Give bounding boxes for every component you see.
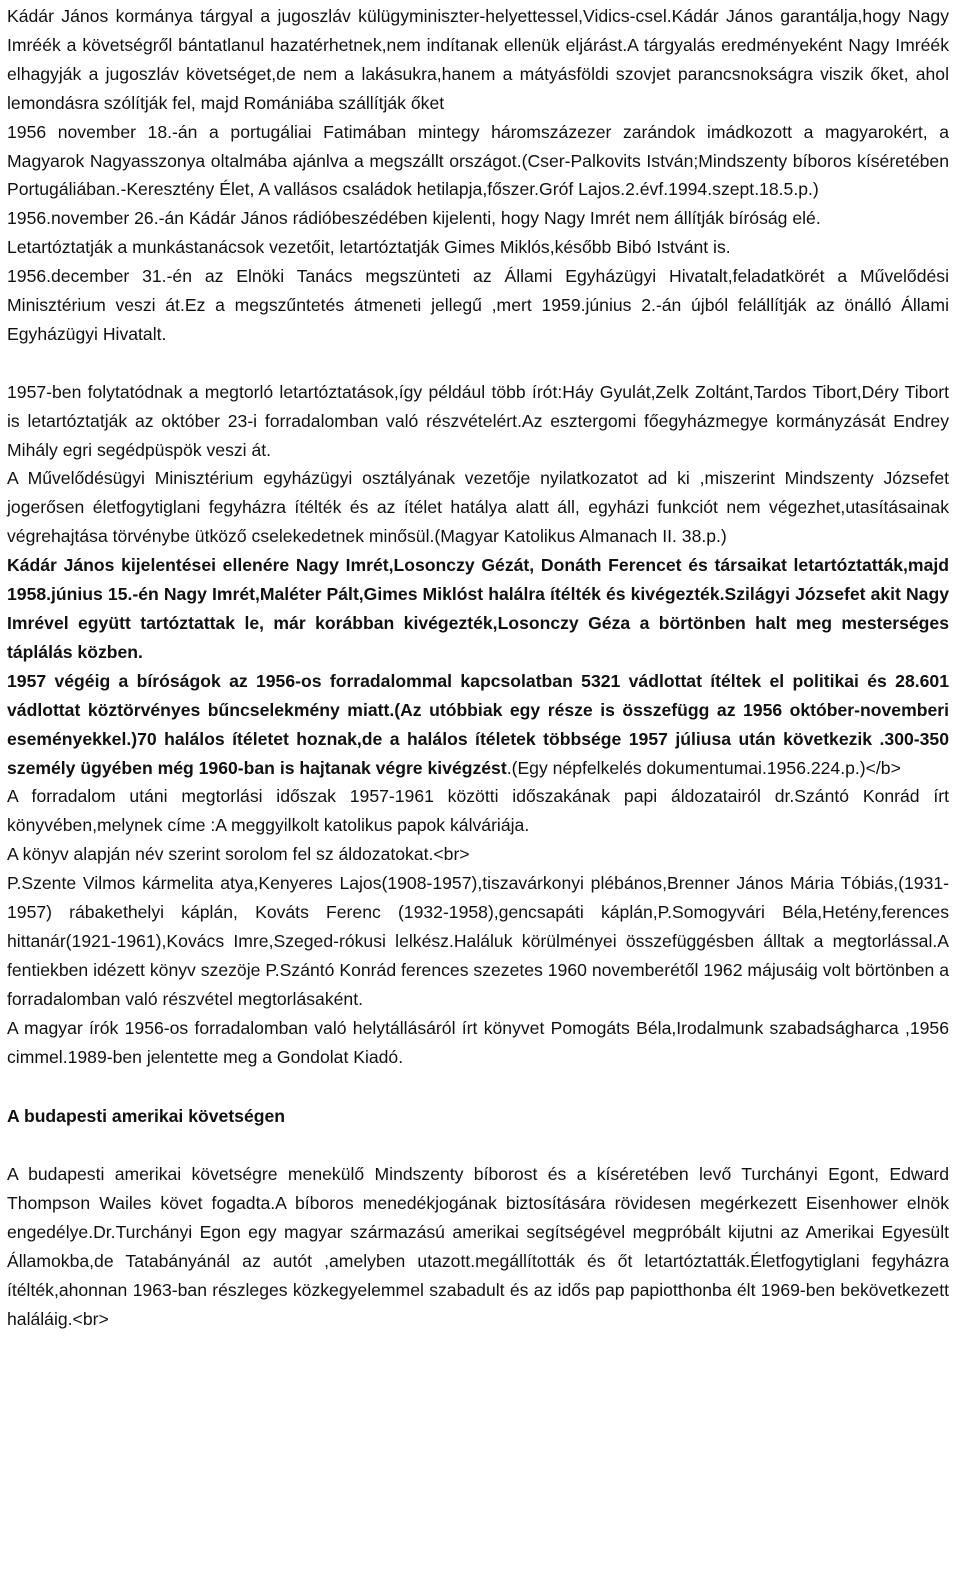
paragraph-court-statistics: [7, 667, 949, 783]
paragraph-ministry-statement: A Művelődésügyi Minisztérium egyházügyi osztályának vezetője nyilatkozatot ad ki ,miszerint Mindszenty Józsefet jogerősen életfogytiglani fegyházra ítélték és az ítélet hatálya alatt áll, egyházi funkciót nem végezhet,utasításainak végrehajtása törvénybe ütköző cselekedetnek minősül.(Magyar Katolikus Almanach II. 38.p.): [7, 468, 949, 547]
paragraph-writers-book: A magyar írók 1956-os forradalomban való helytállásáról írt könyvet Pomogáts Béla,Irodalmunk szabadságharca ,1956 cimmel.1989-ben jelentette meg a Gondolat Kiadó.: [7, 1017, 949, 1067]
paragraph-nagy-execution: Kádár János kijelentései ellenére Nagy Imrét,Losonczy Gézát, Donáth Ferencet és társaikat letartóztatták,majd 1958.június 15.-én Nagy Imrét,Maléter Pált,Gimes Miklóst halálra ítélték és kivégezték.Szilágyi Józsefet akit Nagy Imrével együtt tartóztattak le, már korábban kivégezték,Losonczy Géza a börtönben halt meg mesterséges táplálás közben.: [7, 555, 949, 662]
heading-spacer-bottom: [7, 1130, 949, 1160]
paragraph-1957-arrests: 1957-ben folytatódnak a megtorló letartóztatások,így például több írót:Háy Gyulát,Zelk Zoltánt,Tardos Tibort,Déry Tibort is letartóztatják az október 23-i forradalomban való részvételért.Az esztergomi főegyházmegye kormányzását Endrey Mihály egri segédpüspök veszi át.: [7, 381, 949, 460]
paragraph-victims-list: P.Szente Vilmos kármelita atya,Kenyeres Lajos(1908-1957),tiszavárkonyi plébános,Brenner János Mária Tóbiás,(1931-1957) rábakethelyi káplán, Kováts Ferenc (1932-1958),gencsapáti káplán,P.Somogyvári Béla,Hetény,ferences hittanár(1921-1961),Kovács Imre,Szeged-rókusi lelkész.Haláluk körülményei összefüggésben álltak a megtorlással.A fentiekben idézett könyv szezöje P.Szántó Konrád ferences szezetes 1960 novemberétől 1962 májusáig volt börtönben a forradalomban való részvétel megtorlásaként.: [7, 873, 949, 1009]
court-statistics-bold-text: 1957 végéig a bíróságok az 1956-os forradalommal kapcsolatban 5321 vádlottat ítéltek el politikai és 28.601 vádlottat köztörvényes bűncselekmény miatt.(Az utóbbiak egy része is összefügg az 1956 október-novemberi eseményekkel.)70 halálos ítéletet hoznak,de a halálos ítéletek többsége 1957 júliusa után következik .300-350 személy ügyében még 1960-ban is hajtanak végre kivégzést: [7, 670, 949, 778]
paragraph-arrests: Letartóztatják a munkástanácsok vezetőit, letartóztatják Gimes Miklós,később Bibó Istvánt is.: [7, 237, 731, 258]
paragraph-state-church-office: 1956.december 31.-én az Elnöki Tanács megszünteti az Állami Egyházügyi Hivatalt,feladatkörét a Művelődési Minisztérium veszi át.Ez a megszűntetés átmeneti jellegű ,mert 1959.június 2.-án újból felállítják az önálló Állami Egyházügyi Hivatalt.: [7, 266, 949, 344]
paragraph-us-embassy: A budapesti amerikai követségre menekülő Mindszenty bíborost és a kíséretében levő Turchányi Egont, Edward Thompson Wailes követ fogadta.A bíboros menedékjogának biztosítására rövidesen megérkezett Eisenhower elnök engedélye.Dr.Turchányi Egon egy magyar származású amerikai segítségével megpróbált kijutni az Amerikai Egyesült Államokba,de Tatabányánál az autót ,amelyben utazott.megállították és őt letartóztatták.Életfogytiglani fegyházra ítélték,ahonnan 1963-ban részleges közkegyelemmel szabadult és az idős pap papiotthonba élt 1969-ben bekövetkezett haláláig.<br>: [7, 1164, 949, 1329]
paragraph-fatima-pilgrims: 1956 november 18.-án a portugáliai Fatimában mintegy háromszázezer zarándok imádkozott a magyarokért, a Magyarok Nagyasszonya oltalmába ajánlva a megszállt országot.(Cser-Palkovits István;Mindszenty bíboros kíséretében Portugáliában.-Keresztény Élet, A vallásos családok hetilapja,főszer.Gróf Lajos.2.évf.1994.szept.18.5.p.): [7, 121, 949, 200]
heading-spacer-top: [7, 1072, 949, 1102]
paragraph-kadar-negotiation: Kádár János kormánya tárgyal a jugoszláv külügyminiszter-helyettessel,Vidics-csel.Kádár János garantálja,hogy Nagy Imréék a követségről bántatlanul hazatérhetnek,nem indítanak ellenük eljárást.A tárgyalás eredményeként Nagy Imréék elhagyják a jugoszláv követséget,de nem a lakásukra,hanem a mátyásföldi szovjet parancsnokságra viszik őket, ahol lemondásra szólítják fel, majd Romániába szállítják őket: [7, 6, 949, 113]
section-heading: A budapesti amerikai követségen: [7, 1105, 286, 1126]
paragraph-santo-book: A forradalom utáni megtorlási időszak 1957-1961 közötti időszakának papi áldozatairól dr.Szántó Konrád írt könyvében,melynek címe :A meggyilkolt katolikus papok kálváriája.: [7, 786, 949, 836]
paragraph-victims-intro: A könyv alapján név szerint sorolom fel sz áldozatokat.<br>: [7, 844, 470, 865]
paragraph-kadar-radio-speech: 1956.november 26.-án Kádár János rádióbeszédében kijelenti, hogy Nagy Imrét nem állítják bíróság elé.: [7, 208, 821, 229]
paragraph-spacer: [7, 349, 949, 378]
court-statistics-citation: .(Egy népfelkelés dokumentumai.1956.224.p.)</b>: [506, 757, 901, 778]
